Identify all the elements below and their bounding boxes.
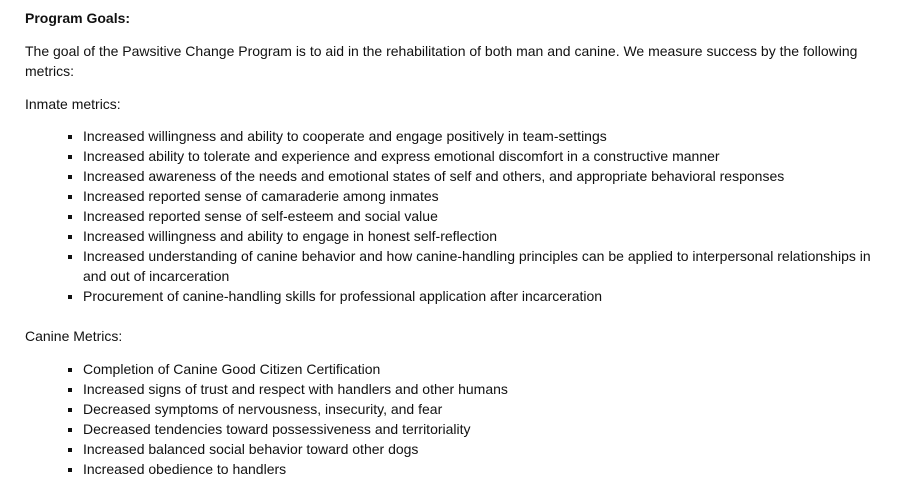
list-item: ▪ Increased understanding of canine behavior and how canine-handling principles can be applied to interpersonal relationships in and out of incarceration: [83, 246, 875, 286]
section-title: Program Goals:: [25, 10, 131, 26]
list-item: ▪ Increased balanced social behavior toward other dogs: [83, 439, 875, 459]
list-item: ▪ Completion of Canine Good Citizen Certification: [83, 359, 875, 379]
list-item: ▪ Increased willingness and ability to engage in honest self-reflection: [83, 226, 875, 246]
intro-paragraph: The goal of the Pawsitive Change Program is to aid in the rehabilitation of both man and canine. We measure success by the following metrics:: [25, 43, 858, 79]
inmate-metrics-label: Inmate metrics:: [25, 96, 121, 112]
canine-metrics-label: Canine Metrics:: [25, 328, 123, 344]
inmate-metrics-list: [25, 126, 875, 306]
list-item: ▪ Increased signs of trust and respect with handlers and other humans: [83, 379, 875, 399]
list-item: ▪ Increased willingness and ability to cooperate and engage positively in team-settings: [83, 126, 875, 146]
list-item: ▪ Increased reported sense of self-esteem and social value: [83, 206, 875, 226]
list-item: ▪ Decreased symptoms of nervousness, insecurity, and fear: [83, 399, 875, 419]
list-item: ▪ Procurement of canine-handling skills for professional application after incarceration: [83, 286, 875, 306]
canine-metrics-list: [25, 359, 875, 479]
list-item: ▪ Increased reported sense of camaraderie among inmates: [83, 186, 875, 206]
list-item: ▪ Increased obedience to handlers: [83, 459, 875, 479]
list-item: ▪ Increased awareness of the needs and emotional states of self and others, and appropriate behavioral responses: [83, 166, 875, 186]
list-item: ▪ Increased ability to tolerate and experience and express emotional discomfort in a constructive manner: [83, 146, 875, 166]
list-item: ▪ Decreased tendencies toward possessiveness and territoriality: [83, 419, 875, 439]
